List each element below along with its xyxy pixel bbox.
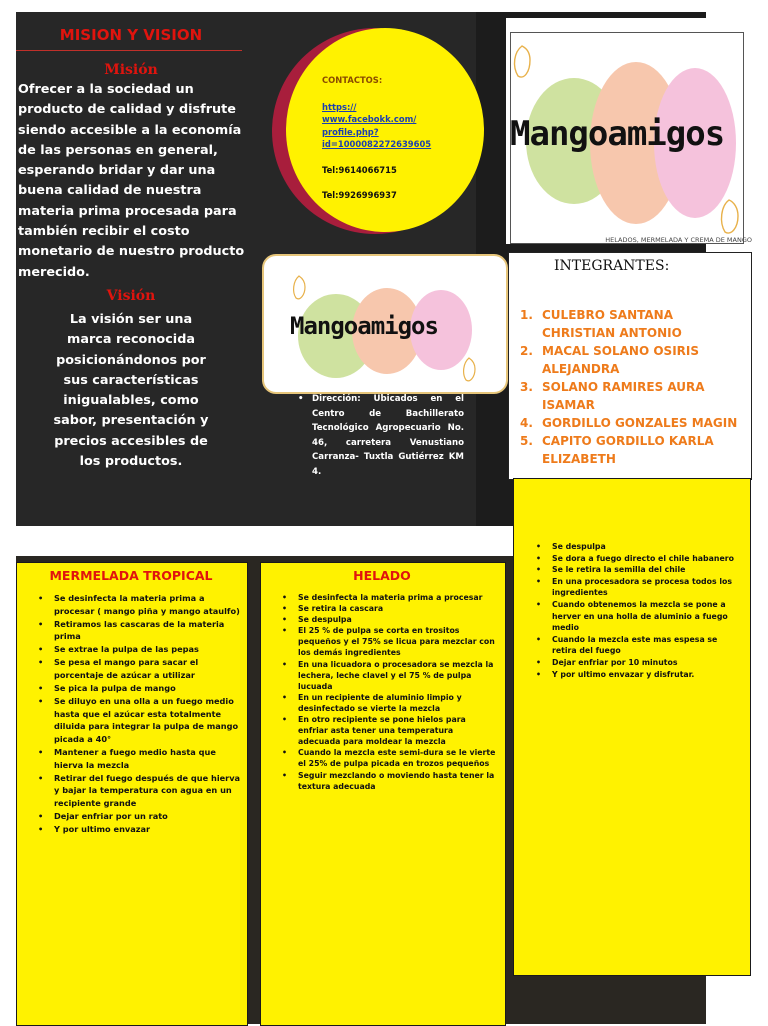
member-name: GORDILLO GONZALES MAGIN [542,416,738,430]
step-text: Cuando la mezcla este semi-dura se le vierte el 25% de pulpa picada en trozos pequeños [298,748,496,769]
vision-text: La visión ser una marca reconocida posicionándonos por sus características inigualables, como sabor, presentación y precios accesibles de los productos. [53,312,209,470]
bullet-icon: • [536,634,541,644]
bullet-icon: • [282,604,287,614]
step-text: Se pesa el mango para sacar el porcentaje de azúcar a utilizar [54,657,199,681]
list-item [280,625,498,658]
list-item [280,592,498,603]
list-item [36,643,242,656]
bullet-icon: • [536,669,541,679]
bullet-icon: • [38,696,44,707]
crema-steps [534,541,742,680]
helado-title: HELADO [353,568,411,583]
list-item [36,682,242,695]
list-item [534,599,742,634]
logo-name: Mangoamigos [290,312,438,340]
step-text: Retiramos las cascaras de la materia prima [54,618,225,642]
contact-info [322,74,462,202]
mermelada-title: MERMELADA TROPICAL [49,568,213,583]
step-text: Y por ultimo envazar y disfrutar. [552,669,695,679]
step-text: Dejar enfriar por un rato [54,811,168,822]
list-number: 4. [520,416,533,430]
integrantes-list [520,306,740,468]
logo-frame [510,32,744,244]
bullet-icon: • [38,811,44,822]
member-name: SOLANO RAMIRES AURA ISAMAR [542,380,705,412]
step-text: Se desinfecta la materia prima a procesar [298,593,483,602]
bullet-icon: • [536,576,541,586]
list-item [534,553,742,565]
step-text: Se retira la cascara [298,604,384,614]
list-item [520,378,740,414]
step-text: El 25 % de pulpa se corta en trositos pequeños y el 75% se licua para mezclar con los demás ingredientes [298,626,495,658]
bullet-icon: • [38,824,44,835]
bullet-icon: • [282,770,287,780]
member-name: MACAL SOLANO OSIRIS ALEJANDRA [542,344,700,376]
mermelada-steps [36,592,242,836]
step-text: Se despulpa [552,542,606,551]
list-item [36,656,242,681]
bullet-icon: • [38,683,44,694]
list-item [280,614,498,625]
bullet-icon: • [38,772,44,783]
logo-small [262,254,508,394]
list-item [280,714,498,747]
step-text: Retirar del fuego después de que hierva y bajar la temperatura con agua en un recipiente grande [54,772,241,808]
list-number: 2. [520,344,533,358]
list-item [520,432,740,468]
step-text: Se extrae la pulpa de las pepas [54,644,199,655]
bullet-icon: • [536,553,541,563]
vision-heading: Visión [106,288,156,304]
facebook-link-part: profile.php? [322,126,379,137]
contact-heading: CONTACTOS: [322,75,383,85]
direccion [298,392,464,479]
step-text: Se dora a fuego directo el chile habanero [552,553,734,563]
bullet-icon: • [38,644,44,655]
bullet-icon: • [38,747,44,758]
mango-outline-icon [460,356,478,384]
step-text: Se pica la pulpa de mango [54,683,176,694]
step-text: Se desinfecta la materia prima a procesar ( mango piña y mango ataulfo) [54,593,240,616]
bullet-icon: • [282,593,287,602]
list-item [36,823,242,836]
bullet-icon: • [536,599,541,609]
facebook-link-part: id=1000082272639605 [322,139,432,149]
list-item [534,669,742,681]
step-text: Y por ultimo envazar [54,824,151,835]
bullet-icon: • [282,715,287,725]
list-item [280,603,498,614]
phone-1: Tel:9614066715 [322,164,397,175]
step-text: Dejar enfriar por 10 minutos [552,657,678,667]
bullet-icon: • [282,659,287,669]
mision-vision-title: MISION Y VISION [59,26,203,44]
list-item [36,618,242,643]
member-name: CAPITO GORDILLO KARLA ELIZABETH [542,434,714,466]
bullet-icon: • [282,748,287,758]
logo-tagline: HELADOS, MERMELADA Y CREMA DE MANGO [605,236,752,244]
step-text: En un recipiente de aluminio limpio y desinfectado se vierte la mezcla [298,692,462,713]
logo-name: Mangoamigos [510,114,725,154]
mision-text: Ofrecer a la sociedad un producto de calidad y disfrute siendo accesible a la economía de las personas en general, esperando bridar y dar una buena calidad de nuestra materia prima procesada para también recibir el costo monetario de nuestro producto merecido. [18,82,245,280]
list-number: 3. [520,380,533,394]
integrantes-title: INTEGRANTES: [554,258,670,274]
bullet-icon: • [38,657,44,668]
bullet-icon: • [536,565,541,575]
list-item [36,592,242,617]
bullet-icon: • [298,394,304,404]
bullet-icon: • [38,593,44,603]
step-text: Se le retira la semilla del chile [552,565,686,575]
list-item [520,414,740,432]
list-item [520,306,740,342]
list-item [280,747,498,769]
list-item [534,657,742,669]
step-text: Cuando obtenemos la mezcla se pone a herver en una holla de aluminio a fuego medio [552,599,728,633]
list-item [534,541,742,553]
phone-2: Tel:9926996937 [322,190,397,200]
step-text: En una procesadora se procesa todos los ingredientes [552,576,733,598]
step-text: Cuando la mezcla este mas espesa se retira del fuego [552,634,718,656]
direccion-text: Dirección: Ubicados en el Centro de Bachillerato Tecnológico Agropecuario No. 46, carretera Venustiano Carranza- Tuxtla Gutiérrez KM 4. [312,394,464,477]
step-text: En otro recipiente se pone hielos para enfriar asta tener una temperatura adecuada para moldear la mezcla [298,715,466,747]
mision-heading: Misión [104,62,158,78]
list-item [534,576,742,599]
facebook-link-part: https:// [322,101,357,112]
member-name: CULEBRO SANTANA CHRISTIAN ANTONIO [542,308,682,340]
step-text: Mantener a fuego medio hasta que hierva la mezcla [54,747,216,770]
list-item [280,659,498,692]
list-item [534,634,742,657]
bullet-icon: • [536,657,541,667]
list-item [36,695,242,745]
list-item [36,772,242,810]
step-text: Se despulpa [298,615,352,625]
list-item [280,770,498,792]
list-number: 5. [520,434,533,448]
helado-steps [280,592,498,792]
bullet-icon: • [282,615,287,625]
bullet-icon: • [282,626,287,636]
bullet-icon: • [282,692,287,702]
list-number: 1. [520,308,533,322]
list-item [36,810,242,823]
facebook-link-part: www.facebokk.com/ [322,114,417,124]
step-text: Se diluyo en una olla a un fuego medio hasta que el azúcar esta totalmente diluida para integrar la pulpa de mango picada a 40° [54,696,239,745]
list-item [534,564,742,576]
step-text: Seguir mezclando o moviendo hasta tener la textura adecuada [298,770,495,791]
list-item [520,342,740,378]
title-divider [16,50,242,51]
list-item [36,746,242,771]
step-text: En una licuadora o procesadora se mezcla la lechera, leche clavel y el 75 % de pulpa lucuada [298,659,494,691]
bullet-icon: • [38,618,44,629]
mango-outline-icon [290,274,308,302]
list-item [280,692,498,714]
facebook-link[interactable] [322,101,462,151]
bullet-icon: • [536,542,541,551]
